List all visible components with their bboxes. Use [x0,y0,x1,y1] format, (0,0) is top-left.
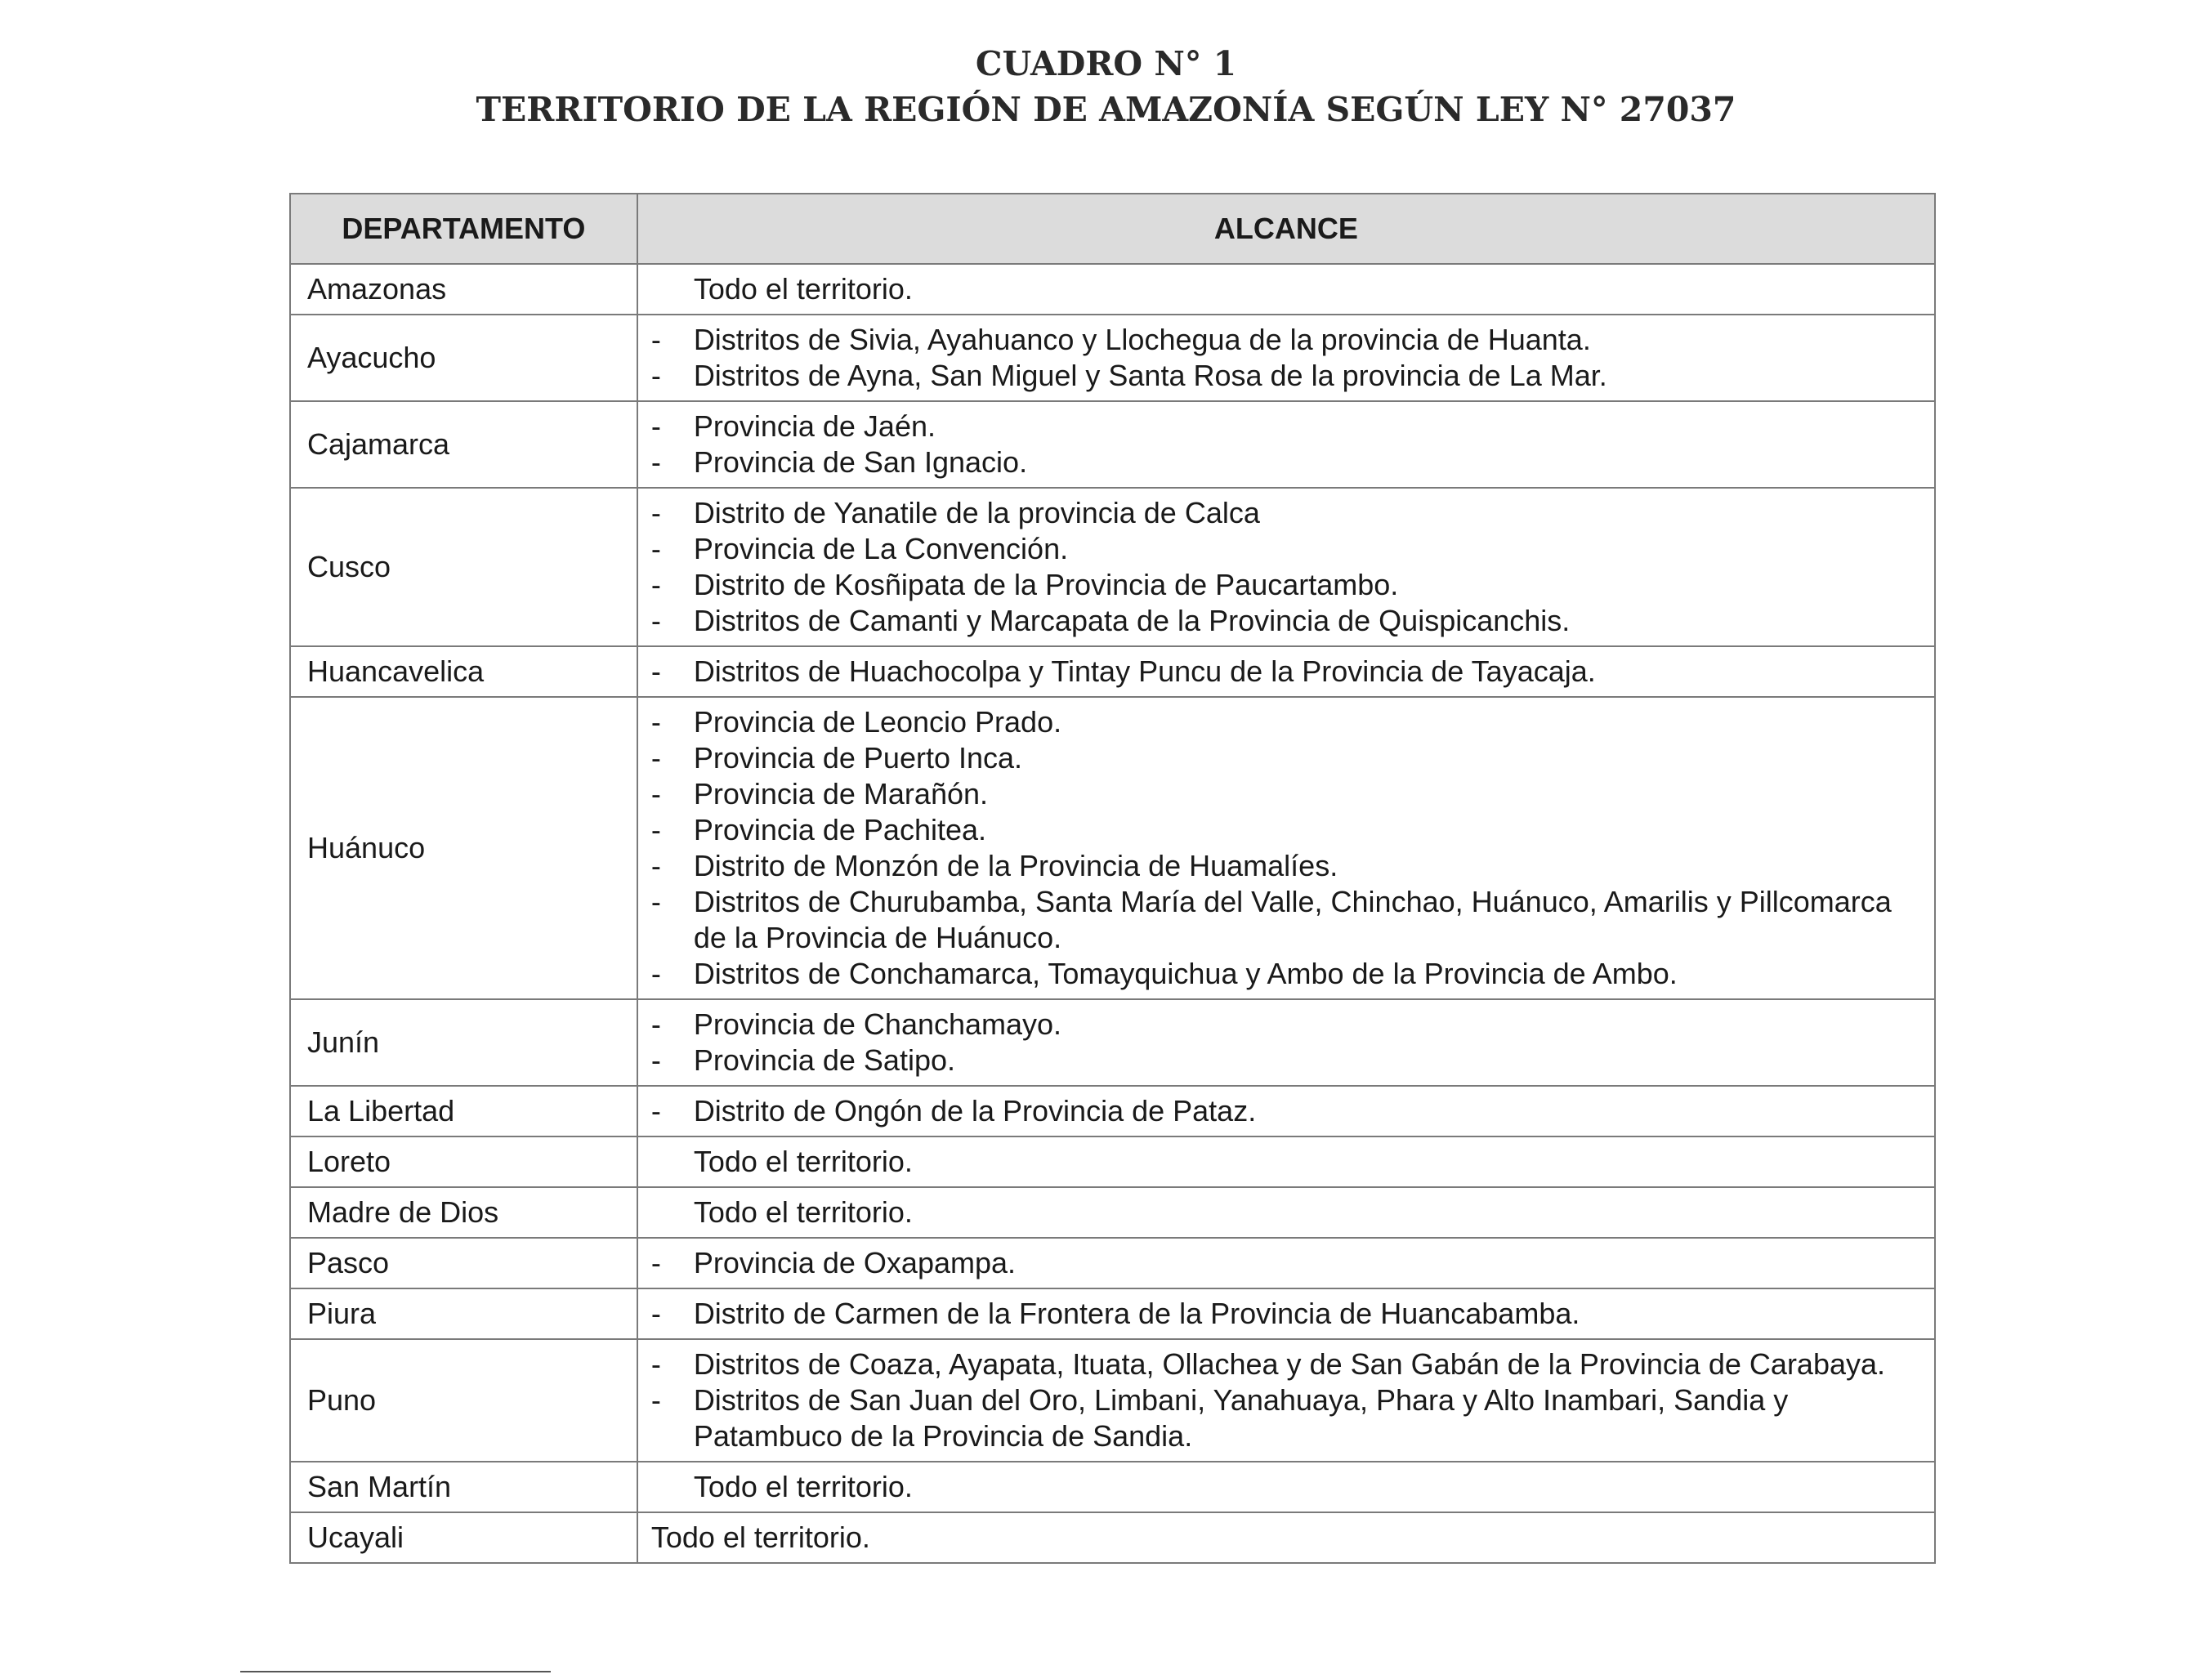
table-row [290,1187,1935,1238]
alcance-item [651,1195,1924,1230]
departamento-cell: Amazonas [290,264,637,315]
alcance-cell [637,646,1935,697]
alcance-item [651,322,1924,358]
alcance-text: Provincia de Marañón. [693,777,989,810]
alcance-cell [637,1238,1935,1288]
alcance-text: Distrito de Carmen de la Frontera de la Provincia de Huancabamba. [693,1297,1580,1330]
alcance-cell [637,999,1935,1086]
alcance-cell [637,1086,1935,1136]
alcance-cell [637,1512,1935,1563]
alcance-item [651,271,1924,307]
alcance-item [651,444,1924,480]
alcance-text: Distritos de Camanti y Marcapata de la Provincia de Quispicanchis. [693,604,1571,637]
alcance-cell [637,1288,1935,1339]
alcance-cell [637,1136,1935,1187]
bullet-dash: - [650,323,661,356]
alcance-text: Todo el territorio. [693,1195,913,1229]
alcance-item [651,956,1924,992]
departamento-cell: Piura [290,1288,637,1339]
header-alcance: ALCANCE [637,194,1935,264]
alcance-item [651,567,1924,603]
alcance-item [651,358,1924,394]
alcance-text: Provincia de La Convención. [693,532,1069,565]
alcance-item [651,531,1924,567]
bullet-dash [651,271,694,307]
alcance-text: Distrito de Monzón de la Provincia de Huamalíes. [693,849,1338,882]
departamento-cell: Loreto [290,1136,637,1187]
title-line-2: TERRITORIO DE LA REGIÓN DE AMAZONÍA SEGÚN LEY N° 27037 [476,90,1736,129]
bullet-dash: - [650,1007,661,1041]
alcance-text: Provincia de Oxapampa. [693,1246,1017,1279]
alcance-item [651,1144,1924,1180]
table-body [290,264,1935,1563]
header-departamento: DEPARTAMENTO [290,194,637,264]
alcance-text: Provincia de Jaén. [693,409,936,443]
departamento-cell: Pasco [290,1238,637,1288]
alcance-item [651,1469,1924,1505]
bullet-dash [651,1144,694,1180]
departamento-cell: Cusco [290,488,637,646]
bullet-dash: - [650,409,661,443]
departamento-cell: Ayacucho [290,315,637,401]
title-line-1: CUADRO N° 1 [975,44,1237,83]
alcance-item [651,740,1924,776]
alcance-text: Distritos de Coaza, Ayapata, Ituata, Ollachea y de San Gabán de la Provincia de Carabaya. [693,1347,1886,1381]
alcance-text: Distritos de Conchamarca, Tomayquichua y Ambo de la Provincia de Ambo. [693,957,1678,990]
alcance-item [651,1382,1924,1454]
table-row [290,1086,1935,1136]
bullet-dash: - [650,1094,661,1128]
alcance-cell [637,697,1935,999]
alcance-cell [637,264,1935,315]
alcance-item [651,884,1924,956]
table-row [290,1288,1935,1339]
table-row [290,1238,1935,1288]
alcance-item [651,1093,1924,1129]
bullet-dash: - [650,1297,661,1330]
table-row [290,999,1935,1086]
alcance-text: Distrito de Kosñipata de la Provincia de Paucartambo. [693,568,1399,601]
bullet-dash [651,1195,694,1230]
alcance-text: Distritos de Sivia, Ayahuanco y Llochegua de la provincia de Huanta. [693,323,1591,356]
alcance-text: Distritos de Ayna, San Miguel y Santa Rosa de la provincia de La Mar. [693,359,1607,392]
alcance-text: Todo el territorio. [693,1470,913,1503]
table-row [290,697,1935,999]
table-row [290,1339,1935,1462]
bullet-dash: - [650,1246,661,1279]
alcance-item [651,1296,1924,1332]
bullet-dash: - [650,885,661,918]
bullet-dash: - [650,1347,661,1381]
alcance-text: Distritos de Churubamba, Santa María del Valle, Chinchao, Huánuco, Amarilis y Pillcomarca de la Provincia de Huánuco. [693,885,1892,954]
alcance-item [651,1043,1924,1078]
bullet-dash: - [650,777,661,810]
alcance-item [651,603,1924,639]
table-row [290,264,1935,315]
alcance-text: Distrito de Ongón de la Provincia de Pataz. [693,1094,1257,1128]
alcance-text: Todo el territorio. [693,1145,913,1178]
footnote-separator [240,1671,551,1672]
alcance-text: Provincia de Pachitea. [693,813,987,846]
document-title [0,41,2212,132]
table-row [290,646,1935,697]
alcance-item [651,1520,1924,1556]
alcance-item [651,495,1924,531]
alcance-item [651,654,1924,690]
departamento-cell: Puno [290,1339,637,1462]
alcance-text: Distrito de Yanatile de la provincia de Calca [693,496,1260,529]
table-row [290,488,1935,646]
alcance-text: Provincia de Puerto Inca. [693,741,1023,775]
departamento-cell: Junín [290,999,637,1086]
bullet-dash: - [650,359,661,392]
departamento-cell: San Martín [290,1462,637,1512]
alcance-cell [637,488,1935,646]
bullet-dash: - [650,705,661,739]
bullet-dash: - [650,604,661,637]
bullet-dash: - [650,849,661,882]
alcance-cell [637,401,1935,488]
alcance-cell [637,1462,1935,1512]
table-header-row [290,194,1935,264]
bullet-dash [651,1469,694,1505]
bullet-dash: - [650,654,661,688]
alcance-text: Provincia de Leoncio Prado. [693,705,1062,739]
departamento-cell: Huancavelica [290,646,637,697]
departamento-cell: Madre de Dios [290,1187,637,1238]
alcance-text: Distritos de San Juan del Oro, Limbani, Yanahuaya, Phara y Alto Inambari, Sandia y Patambuco de la Provincia de Sandia. [693,1383,1789,1453]
territory-table [289,193,1936,1564]
departamento-cell: Huánuco [290,697,637,999]
alcance-text: Todo el territorio. [693,272,913,306]
table-row [290,1512,1935,1563]
alcance-text: Provincia de San Ignacio. [693,445,1028,479]
departamento-cell: La Libertad [290,1086,637,1136]
bullet-dash: - [650,1383,661,1417]
alcance-text: Todo el territorio. [650,1520,870,1554]
table-row [290,1136,1935,1187]
bullet-dash: - [650,957,661,990]
alcance-item [651,812,1924,848]
alcance-item [651,704,1924,740]
bullet-dash: - [650,445,661,479]
alcance-text: Distritos de Huachocolpa y Tintay Puncu de la Provincia de Tayacaja. [693,654,1596,688]
alcance-item [651,1245,1924,1281]
departamento-cell: Cajamarca [290,401,637,488]
table-row [290,401,1935,488]
bullet-dash: - [650,568,661,601]
alcance-item [651,409,1924,444]
table-row [290,1462,1935,1512]
bullet-dash: - [650,813,661,846]
alcance-cell [637,315,1935,401]
bullet-dash: - [650,741,661,775]
alcance-item [651,848,1924,884]
departamento-cell: Ucayali [290,1512,637,1563]
alcance-text: Provincia de Satipo. [693,1043,955,1077]
alcance-item [651,1346,1924,1382]
bullet-dash: - [650,496,661,529]
alcance-cell [637,1187,1935,1238]
bullet-dash: - [650,532,661,565]
alcance-cell [637,1339,1935,1462]
table-row [290,315,1935,401]
alcance-text: Provincia de Chanchamayo. [693,1007,1062,1041]
alcance-item [651,1007,1924,1043]
bullet-dash: - [650,1043,661,1077]
alcance-item [651,776,1924,812]
